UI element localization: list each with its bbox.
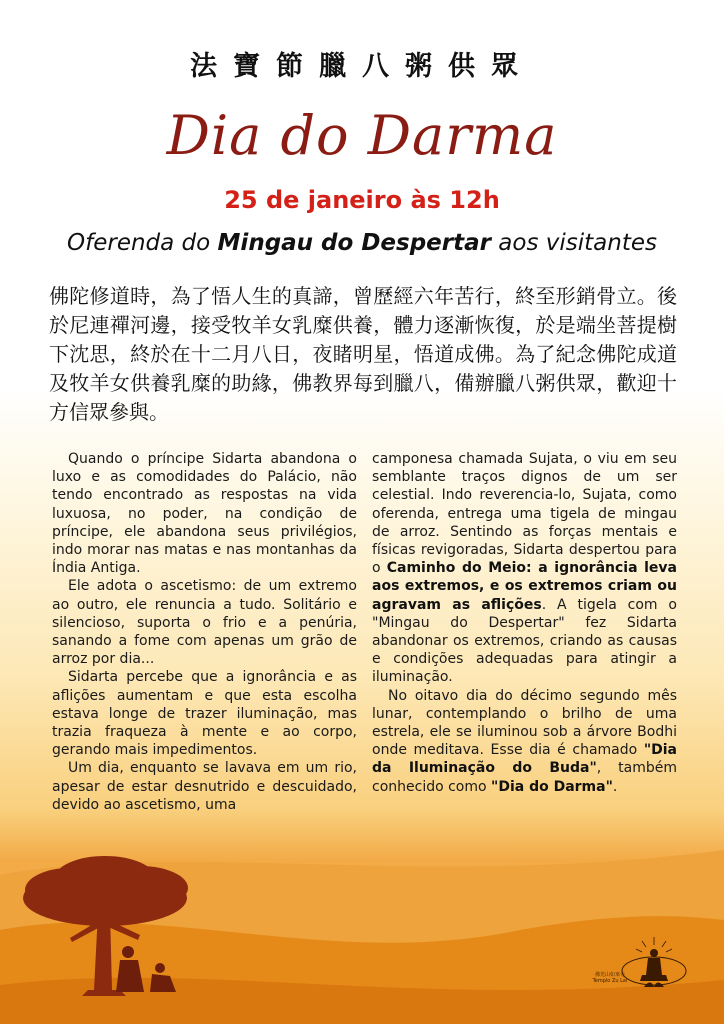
- right-p1-text-b: . A tigela com o "Mingau do Despertar" fez Sidarta abandonar os extremos, criando as causas e condições adequadas para atingir a iluminação.: [372, 596, 677, 686]
- chinese-title: 法寶節臘八粥供眾: [190, 51, 534, 82]
- right-p1-bold: Caminho do Meio: a ignorância leva aos extremos, e os extremos criam ou agravam as aflições: [372, 560, 677, 613]
- right-column: [372, 450, 677, 796]
- left-paragraph-1: Quando o príncipe Sidarta abandona o luxo e as comodidades do Palácio, não tendo encontrado as respostas na vida luxuosa, no poder, na condição de príncipe, ele abandona seus privilégios, indo morar nas matas e nas montanhas da Índia Antiga.: [52, 451, 357, 577]
- left-paragraph-2: Ele adota o ascetismo: de um extremo ao outro, ele renuncia a tudo. Solitário e silencioso, suporta o frio e a penúria, sanando a fome com apenas um grão de arroz por dia...: [52, 578, 357, 668]
- event-date: 25 de janeiro às 12h: [224, 186, 500, 214]
- right-p2-bold-1: "Dia da Iluminação do Buda": [372, 742, 677, 777]
- left-paragraph-4: Um dia, enquanto se lavava em um rio, apesar de estar desnutrido e descuidado, devido ao ascetismo, uma: [52, 760, 357, 813]
- offer-suffix: aos visitantes: [490, 230, 657, 256]
- right-paragraph-1: [372, 450, 677, 687]
- logo-name: Templo Zu Lai: [592, 978, 628, 984]
- right-p2-text-b: , também conhecido como: [372, 760, 677, 795]
- logo-chinese: 佛光山如來寺: [594, 972, 625, 978]
- offer-line: [0, 230, 724, 256]
- offer-bold: Mingau do Despertar: [217, 230, 491, 256]
- right-p2-bold-2: "Dia do Darma": [491, 778, 613, 795]
- main-title: Dia do Darma: [166, 104, 558, 167]
- right-paragraph-2: [372, 687, 677, 796]
- left-column: [52, 450, 357, 814]
- right-p2-text-a: No oitavo dia do décimo segundo mês lunar, contemplando o brilho de uma estrela, ele se iluminou sob a árvore Bodhi onde meditava. Esse dia é chamado: [372, 687, 677, 759]
- offer-prefix: Oferenda do: [67, 230, 218, 256]
- right-p2-text-c: .: [612, 778, 618, 795]
- logo-caption: [580, 972, 640, 984]
- right-p1-text-a: camponesa chamada Sujata, o viu em seu semblante traços dignos de um ser celestial. Indo reverencia-lo, Sujata, como oferenda, entrega uma tigela de mingau de arroz. Sentindo as forças mentais e físicas revigoradas, Sidarta despertou para o: [372, 451, 677, 577]
- left-paragraph-3: Sidarta percebe que a ignorância e as aflições aumentam e que esta escolha estava longe de trazer iluminação, mas trazia fraqueza à mente e ao corpo, gerando mais impedimentos.: [52, 669, 357, 759]
- buddha-figure-icon: [640, 949, 668, 981]
- chinese-paragraph: 佛陀修道時，為了悟人生的真諦，曾歷經六年苦行，終至形銷骨立。後於尼連禪河邊，接受牧羊女乳糜供養，體力逐漸恢復，於是端坐菩提樹下沈思，終於在十二月八日，夜睹明星，悟道成佛。為了紀念佛陀成道及牧羊女供養乳糜的助緣，佛教界每到臘八，備辦臘八粥供眾，歡迎十方信眾參與。: [49, 284, 677, 424]
- temple-logo-icon: [590, 935, 690, 999]
